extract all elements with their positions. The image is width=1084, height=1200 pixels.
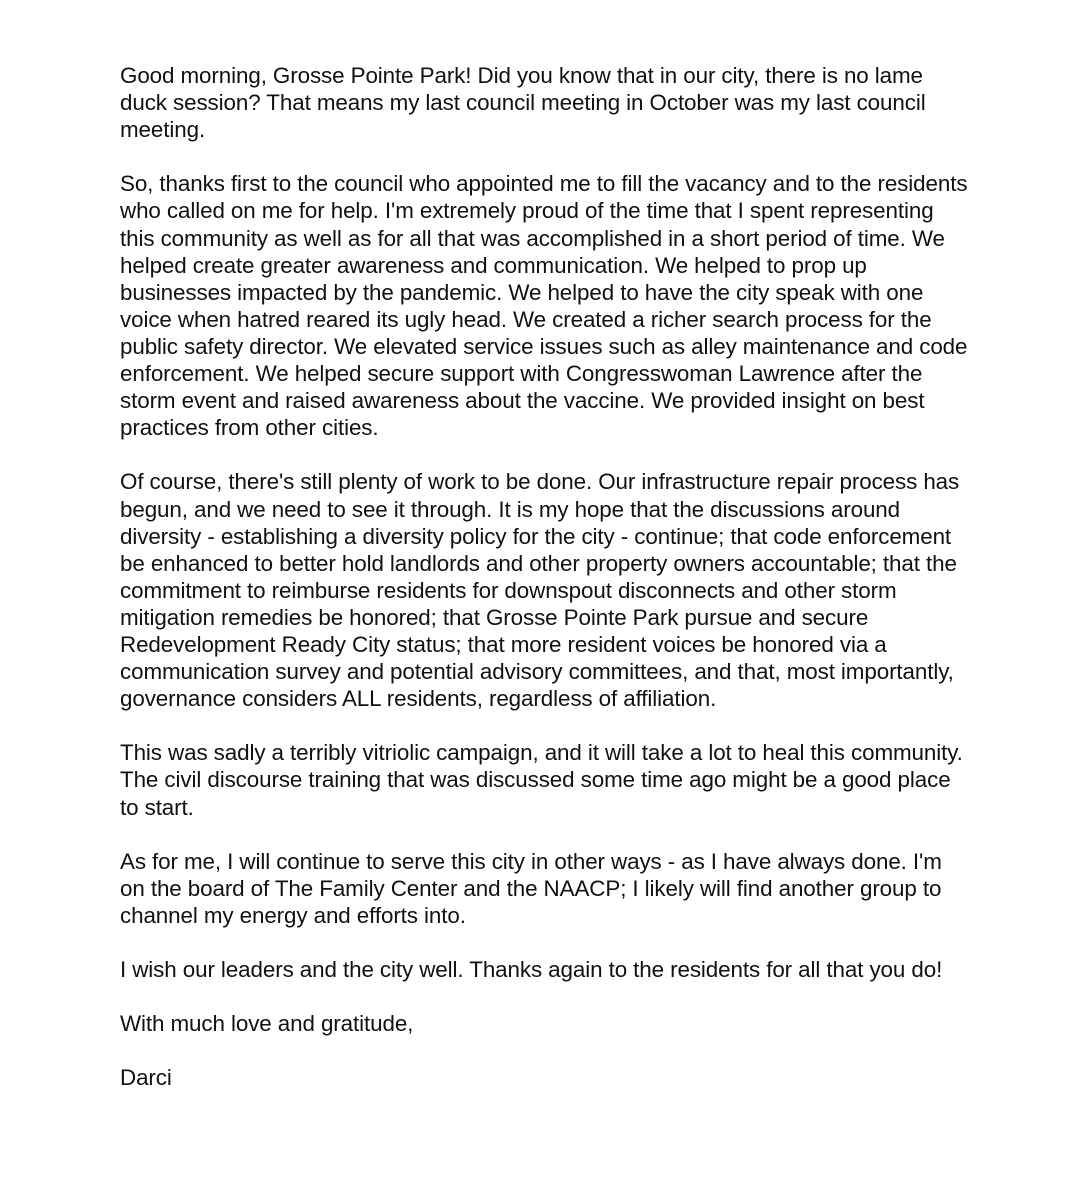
paragraph-campaign: This was sadly a terribly vitriolic campaign, and it will take a lot to heal this community. The civil discourse training that was discussed some time ago might be a good place to start. [120,740,963,820]
letter-closing: With much love and gratitude, [120,1011,414,1037]
paragraph-accomplishments: So, thanks first to the council who appointed me to fill the vacancy and to the residents who called on me for help. I'm extremely proud of the time that I spent representing this community as well as for all that was accomplished in a short period of time. We helped create greater awareness and communication. We helped to prop up businesses impacted by the pandemic. We helped to have the city speak with one voice when hatred reared its ugly head. We created a richer search process for the public safety director. We elevated service issues such as alley maintenance and code enforcement. We helped secure support with Congresswoman Lawrence after the storm event and raised awareness about the vaccine. We provided insight on best practices from other cities. [120,171,968,441]
paragraph-greeting: Good morning, Grosse Pointe Park! Did you know that in our city, there is no lame duck session? That means my last council meeting in October was my last council meeting. [120,63,926,143]
paragraph-remaining-work: Of course, there's still plenty of work to be done. Our infrastructure repair process has begun, and we need to see it through. It is my hope that the discussions around diversity - establishing a diversity policy for the city - continue; that code enforcement be enhanced to better hold landlords and other property owners accountable; that the commitment to reimburse residents for downspout disconnects and other storm mitigation remedies be honored; that Grosse Pointe Park pursue and secure Redevelopment Ready City status; that more resident voices be honored via a communication survey and potential advisory committees, and that, most importantly, governance considers ALL residents, regardless of affiliation. [120,469,960,712]
letter-signature: Darci [120,1065,172,1091]
paragraph-well-wishes: I wish our leaders and the city well. Thanks again to the residents for all that you do! [120,957,943,983]
letter-body [120,62,970,1119]
paragraph-future-service: As for me, I will continue to serve this city in other ways - as I have always done. I'm on the board of The Family Center and the NAACP; I likely will find another group to channel my energy and efforts into. [120,848,942,928]
